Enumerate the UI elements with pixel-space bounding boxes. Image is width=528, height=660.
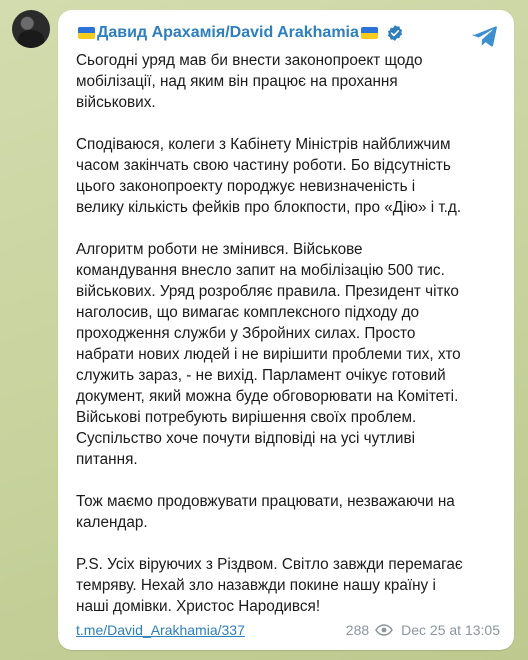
ukraine-flag-icon (361, 27, 378, 39)
message-paragraph: Сьогодні уряд мав би внести законопроект щодо мобілізації, над яким він працює на прохання військових. (76, 52, 423, 111)
ukraine-flag-icon (78, 27, 95, 39)
post-link[interactable]: t.me/David_Arakhamia/337 (76, 622, 245, 638)
avatar[interactable] (12, 10, 50, 48)
message-paragraph: Алгоритм роботи не змінився. Військове командування внесло запит на мобілізацію 500 тис. військових. Уряд розробляє правила. Президент чітко наголосив, що вимагає комплексного підходу до проходження служби у Збройних силах. Просто набрати нових людей і не вирішити проблеми тих, хто служить зараз, - не вихід. Парламент очікує готовий документ, який можна буде обговорювати на Комітеті. Військові потребують вирішення своїх проблем. Суспільство хоче почути відповіді на усі чутливі питання. (76, 241, 461, 468)
message-paragraph: Тож маємо продовжувати працювати, незважаючи на календар. (76, 493, 455, 531)
message-bubble (58, 10, 514, 650)
message-header (76, 22, 500, 44)
message-paragraph: Сподіваюся, колеги з Кабінету Міністрів найближчим часом закінчать свою частину роботи. Бо відсутність цього законопроекту породжує невизначеність і велику кількість фейків про блокпости, про «Дію» і т.д. (76, 136, 462, 216)
author-name[interactable] (76, 24, 380, 42)
telegram-icon[interactable] (472, 24, 498, 48)
timestamp: Dec 25 at 13:05 (401, 622, 500, 638)
message-meta (346, 622, 500, 638)
eye-icon (375, 624, 393, 636)
view-count: 288 (345, 622, 370, 638)
message-footer (76, 620, 500, 640)
message-paragraph: P.S. Усіх віруючих з Різдвом. Світло завжди перемагає темряву. Нехай зло назавжди покине нашу країну і наші домівки. Христос Народився! (76, 556, 463, 615)
author-label: Давид Арахамія/David Arakhamia (97, 24, 359, 41)
message-text (76, 50, 500, 617)
verified-icon (386, 24, 404, 42)
